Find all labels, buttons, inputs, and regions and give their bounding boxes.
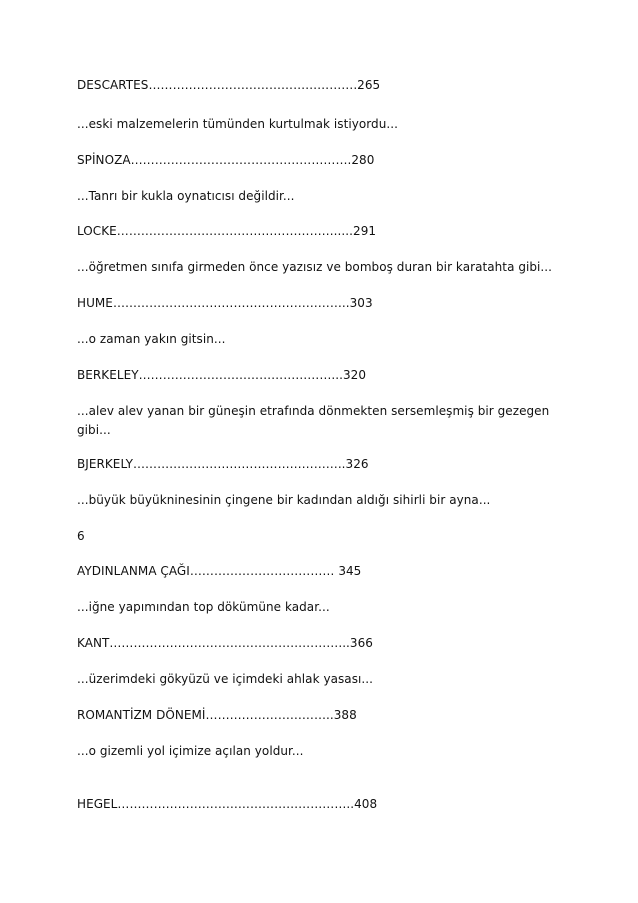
toc-entry-romantizm: ROMANTİZM DÖNEMİ…………………………..388 [77,708,357,722]
toc-entry-bjerkely: BJERKELY……………………………………………..326 [77,457,369,471]
toc-quote: ...öğretmen sınıfa girmeden önce yazısız ve bomboş duran bir karatahta gibi... [77,260,553,274]
toc-entry-aydinlanma: AYDINLANMA ÇAĞI……………………………… 345 [77,564,362,578]
toc-entry-locke: LOCKE……………………………………………….....291 [77,224,377,238]
toc-entry-spinoza: SPİNOZA……………………………………………….280 [77,153,375,167]
toc-quote: ...iğne yapımından top dökümüne kadar... [77,600,330,614]
section-number: 6 [77,529,85,543]
toc-entry-descartes: DESCARTES…………………………………………….265 [77,78,381,92]
toc-quote: ...büyük büyükninesinin çingene bir kadından aldığı sihirli bir ayna... [77,493,491,507]
toc-entry-berkeley: BERKELEY…………………………………………...320 [77,368,367,382]
toc-quote: ...alev alev yanan bir güneşin etrafında dönmekten sersemleşmiş bir gezegen gibi... [77,404,554,437]
toc-entry-hume: HUME…………………………………………………..303 [77,296,373,310]
toc-quote: ...o gizemli yol içimize açılan yoldur... [77,744,304,758]
toc-quote: ...Tanrı bir kukla oynatıcısı değildir... [77,189,295,203]
toc-entry-kant: KANT…………………………………………………...366 [77,636,373,650]
toc-quote: ...o zaman yakın gitsin... [77,332,226,346]
toc-quote: ...üzerimdeki gökyüzü ve içimdeki ahlak yasası... [77,672,373,686]
toc-quote: ...eski malzemelerin tümünden kurtulmak istiyordu... [77,117,398,131]
toc-entry-hegel: HEGEL…………………………………………………..408 [77,797,378,811]
